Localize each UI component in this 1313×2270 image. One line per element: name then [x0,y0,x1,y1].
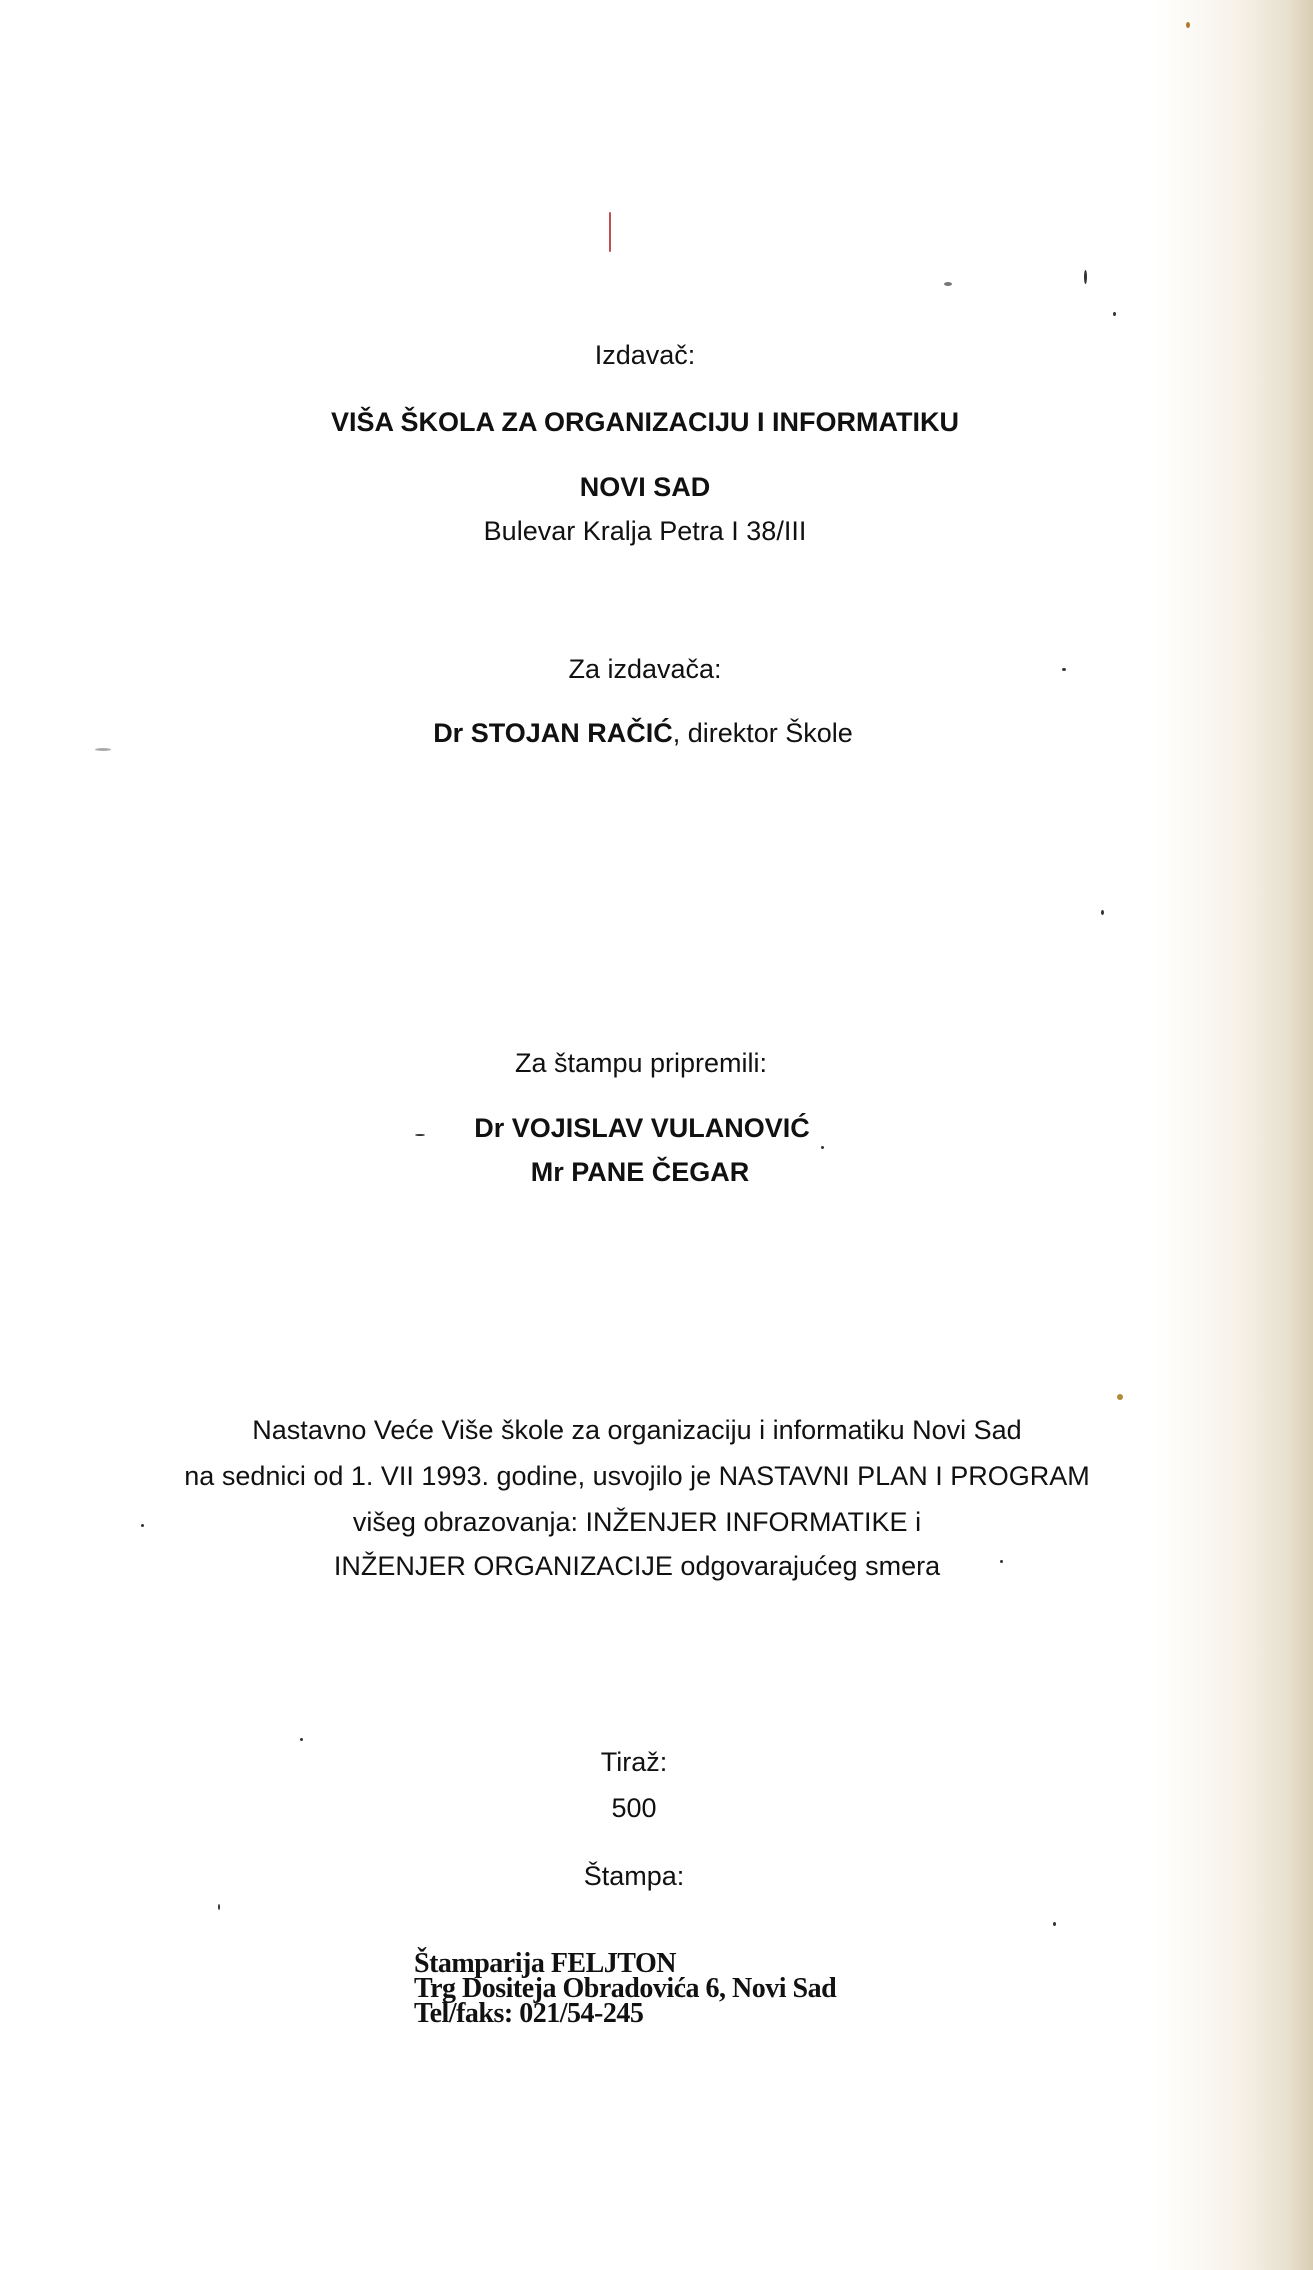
statement-line-3: višeg obrazovanja: INŽENJER INFORMATIKE i [352,1507,922,1537]
scan-speck [944,282,952,286]
scan-speck [1101,910,1104,915]
printing-label: Štampa: [583,1861,685,1891]
publisher-city: NOVI SAD [579,472,711,502]
for-publisher-line [433,716,853,750]
publisher-address: Bulevar Kralja Petra I 38/III [483,516,807,546]
scan-speck [1113,312,1116,316]
print-run-value: 500 [611,1793,657,1823]
statement-line-2: na sednici od 1. VII 1993. godine, usvojilo je NASTAVNI PLAN I PROGRAM [184,1461,1090,1491]
printer-address: Trg Dositeja Obradovića 6, Novi Sad [414,1973,837,2004]
publisher-name: VIŠA ŠKOLA ZA ORGANIZACIJU I INFORMATIKU [331,407,959,437]
scan-speck [1062,668,1066,671]
preparer-1: Dr VOJISLAV VULANOVIĆ [474,1113,810,1143]
scan-speck [1186,22,1190,28]
scan-speck [1084,270,1087,284]
scan-speck [1117,1394,1123,1400]
scan-speck [218,1904,220,1910]
printer-name: Štamparija FELJTON [414,1948,676,1979]
prepared-by-label: Za štampu pripremili: [514,1048,768,1078]
scan-speck [415,1134,425,1136]
print-run-label: Tiraž: [600,1747,668,1777]
scan-speck [609,212,611,252]
publisher-label: Izdavač: [594,340,696,370]
statement-line-1: Nastavno Veće Više škole za organizaciju i informatiku Novi Sad [252,1415,1022,1445]
for-publisher-label: Za izdavača: [568,654,722,684]
scan-speck [1053,1922,1056,1926]
scan-speck [300,1738,303,1741]
scan-speck [821,1146,824,1149]
scan-speck [141,1524,144,1527]
scan-speck [95,748,111,751]
director-name: Dr STOJAN RAČIĆ [433,718,673,748]
director-role: , direktor Škole [672,718,853,748]
preparer-2: Mr PANE ČEGAR [530,1157,750,1187]
printer-phone: Tel/faks: 021/54-245 [414,1998,644,2029]
scan-speck [1000,1560,1003,1563]
statement-line-4: INŽENJER ORGANIZACIJE odgovarajućeg smera [333,1551,941,1581]
